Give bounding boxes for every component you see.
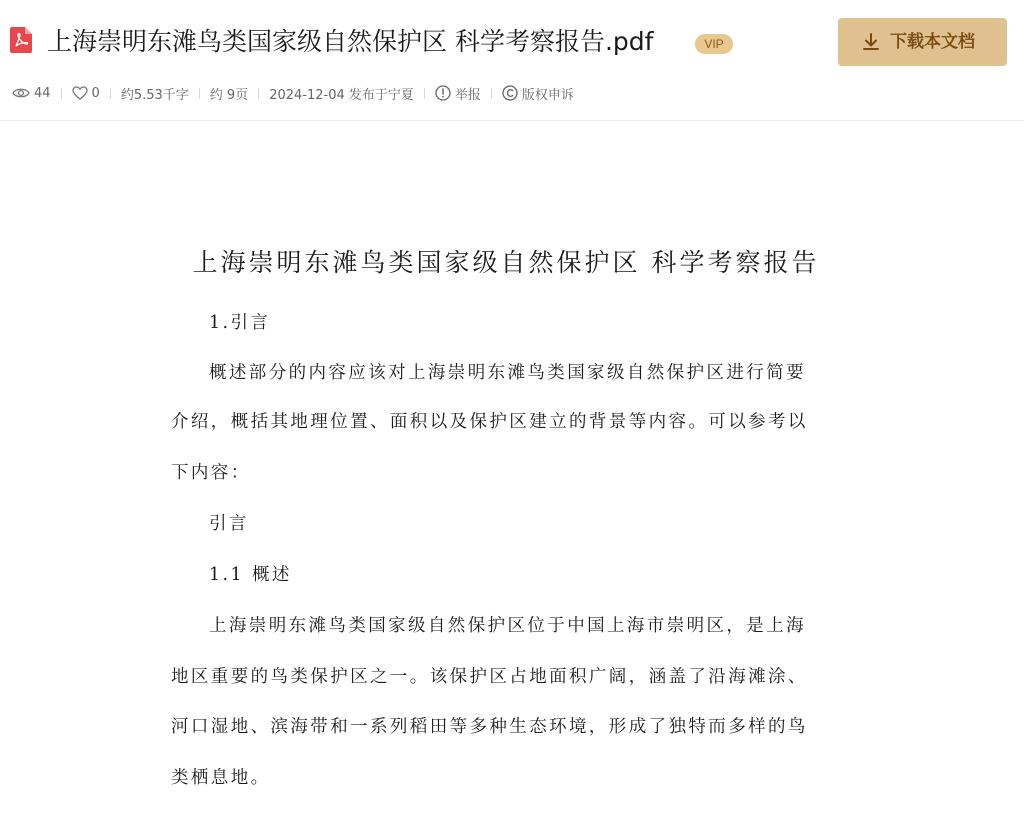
views-value: 44 [34,85,51,101]
vip-badge: VIP [695,34,733,54]
pdf-file-icon [10,27,32,53]
publish-info: 2024-12-04 发布于宁夏 [269,87,414,103]
likes-value: 0 [91,85,100,101]
paragraph-line: 河口湿地、滨海带和一系列稻田等多种生态环境，形成了独特而多样的鸟 [171,717,808,737]
paragraph-line: 概述部分的内容应该对上海崇明东滩鸟类国家级自然保护区进行简要 [209,363,806,383]
download-document-button[interactable] [838,18,1007,66]
report-label: 举报 [454,87,481,103]
meta-divider [491,88,492,99]
document-header [0,0,1024,121]
word-count: 约5.53千字 [120,87,189,103]
meta-divider [258,88,259,99]
paragraph-line: 地区重要的鸟类保护区之一。该保护区占地面积广阔，涵盖了沿海滩涂、 [171,667,808,687]
copyright-appeal-button[interactable] [502,84,574,103]
download-button-label: 下载本文档 [890,32,975,52]
report-button[interactable] [435,84,481,103]
subsection-heading: 1.1 概述 [209,565,292,585]
views-count [12,86,51,101]
like-button[interactable] [72,86,100,101]
document-meta-bar [12,82,574,104]
copyright-icon [502,85,518,101]
page-count: 约 9页 [209,87,249,103]
paragraph-line: 上海崇明东滩鸟类国家级自然保护区位于中国上海市崇明区，是上海 [209,616,806,636]
paragraph-line: 类栖息地。 [171,768,271,788]
meta-divider [424,88,425,99]
heart-icon [72,86,88,100]
section-heading: 1.引言 [209,313,271,333]
alert-circle-icon [435,85,451,101]
meta-divider [199,88,200,99]
paragraph-line: 下内容： [171,463,251,483]
eye-icon [12,87,30,99]
paragraph-line: 介绍，概括其地理位置、面积以及保护区建立的背景等内容。可以参考以 [171,412,808,432]
document-page-title: 上海崇明东滩鸟类国家级自然保护区 科学考察报告 [192,248,820,277]
meta-divider [61,88,62,99]
copyright-label: 版权申诉 [521,87,574,103]
document-page [0,121,1024,814]
meta-divider [110,88,111,99]
section-heading: 引言 [209,514,249,534]
download-icon [862,33,880,51]
document-title: 上海崇明东滩鸟类国家级自然保护区 科学考察报告.pdf [47,27,654,56]
